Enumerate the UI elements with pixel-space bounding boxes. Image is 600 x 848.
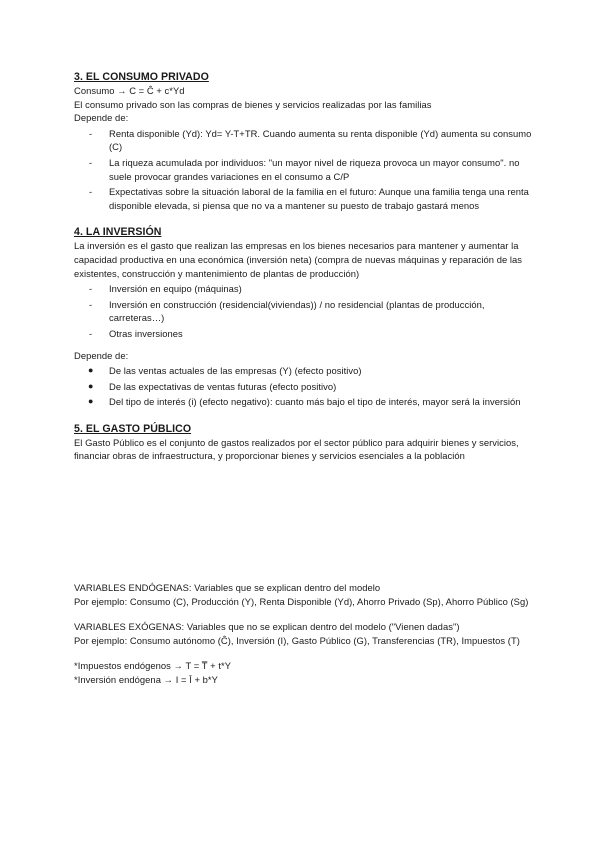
list-item	[74, 395, 534, 409]
dash-marker: -	[89, 127, 93, 139]
section-3-title: 3. EL CONSUMO PRIVADO	[74, 71, 209, 83]
endogenous-taxes-note: *Impuestos endógenos → T = T̅ + t*Y	[74, 660, 232, 672]
endogenous-variables-title: VARIABLES ENDÓGENAS: Variables que se explican dentro del modelo	[74, 582, 381, 594]
dash-marker: -	[89, 298, 93, 310]
bullet-marker: ●	[88, 365, 94, 376]
list-item-text: Otras inversiones	[109, 327, 183, 339]
investment-types-list	[74, 282, 534, 340]
list-item	[74, 282, 534, 296]
consumption-factors-list	[74, 127, 534, 213]
bullet-marker: ●	[88, 380, 94, 391]
exogenous-variables-example: Por ejemplo: Consumo autónomo (Ĉ), Inversión (I), Gasto Público (G), Transferencias (TR), Impuestos (T)	[74, 634, 520, 646]
list-item-text: Renta disponible (Yd): Yd= Y-T+TR. Cuando aumenta su renta disponible (Yd) aumenta su consumo (C)	[109, 127, 532, 153]
list-item	[74, 185, 534, 212]
dash-marker: -	[89, 327, 93, 339]
depends-label: Depende de:	[74, 112, 129, 124]
endogenous-variables-example: Por ejemplo: Consumo (C), Producción (Y), Renta Disponible (Yd), Ahorro Privado (Sp), Ahorro Público (Sg)	[74, 595, 529, 607]
list-item-text: De las expectativas de ventas futuras (efecto positivo)	[109, 380, 337, 392]
list-item	[74, 298, 534, 325]
consumption-definition: El consumo privado son las compras de bienes y servicios realizadas por las familias	[74, 98, 432, 110]
consumption-formula: Consumo → C = Ĉ + c*Yd	[74, 85, 185, 96]
investment-definition: La inversión es el gasto que realizan las empresas en los bienes necesarios para mantener y aumentar la capacidad productiva en una económica (inversión neta) (compra de nuevas máquinas y reparación de las existentes, construcción y mantenimiento de plantas de producción)	[74, 240, 523, 279]
list-item-text: Inversión en equipo (máquinas)	[109, 283, 242, 295]
endogenous-investment-note: *Inversión endógena → I = Ī + b*Y	[74, 674, 218, 686]
public-spending-definition: El Gasto Público es el conjunto de gastos realizados por el sector público para adquirir bienes y servicios, financiar obras de infraestructura, y proporcionar bienes y servicios esenciales a la población	[74, 436, 519, 462]
investment-factors-list	[74, 364, 534, 409]
list-item-text: Del tipo de interés (i) (efecto negativo): cuanto más bajo el tipo de interés, mayor será la inversión	[109, 396, 521, 408]
exogenous-variables-title: VARIABLES EXÓGENAS: Variables que no se explican dentro del modelo ("Vienen dadas")	[74, 621, 460, 633]
list-item-text: Expectativas sobre la situación laboral de la familia en el futuro: Aunque una familia tenga una renta disponible elevada, si piensa que no va a mantener su puesto de trabajo gastará menos	[109, 186, 529, 211]
section-4-title: 4. LA INVERSIÓN	[74, 226, 162, 239]
dash-marker: -	[89, 156, 93, 168]
list-item-text: Inversión en construcción (residencial(viviendas)) / no residencial (plantas de producción, carreteras…)	[109, 298, 485, 324]
dash-marker: -	[89, 283, 93, 295]
list-item	[74, 380, 534, 394]
list-item	[74, 364, 534, 378]
depends-label: Depende de:	[74, 349, 129, 361]
document-page	[74, 70, 534, 687]
bullet-marker: ●	[88, 396, 94, 407]
list-item-text: De las ventas actuales de las empresas (Y) (efecto positivo)	[109, 365, 362, 377]
dash-marker: -	[89, 186, 93, 198]
list-item-text: La riqueza acumulada por individuos: "un mayor nivel de riqueza provoca un mayor consumo". no suele provocar grandes variaciones en el consumo a C/P	[109, 156, 520, 182]
list-item	[74, 156, 534, 183]
list-item	[74, 327, 534, 341]
list-item	[74, 127, 534, 154]
section-5-title: 5. EL GASTO PÚBLICO	[74, 422, 192, 435]
